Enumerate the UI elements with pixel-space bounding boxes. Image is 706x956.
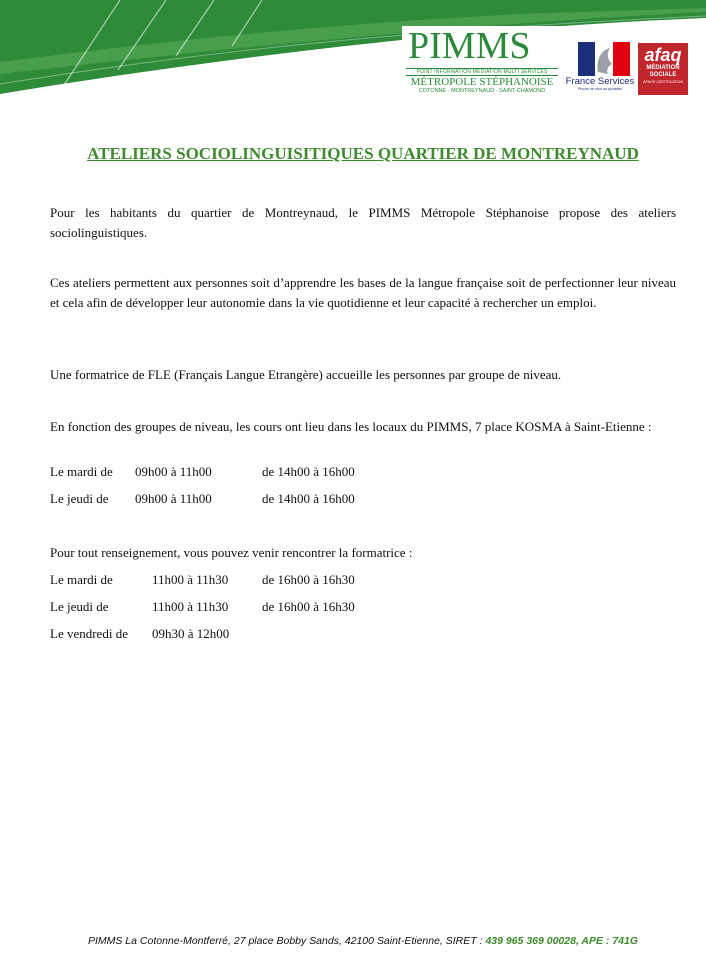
schedule-afternoon: de 14h00 à 16h00 bbox=[262, 464, 355, 479]
afaq-logo bbox=[638, 43, 688, 95]
footer-siret: 439 965 369 00028, APE : 741G bbox=[482, 935, 639, 947]
pimms-logo-tagline: POINT INFORMATION MÉDIATION MULTI SERVICES bbox=[406, 68, 558, 76]
afaq-name: afaq bbox=[644, 45, 682, 65]
afaq-label: MÉDIATION SOCIALE bbox=[646, 65, 680, 78]
partner-logos bbox=[402, 26, 692, 96]
info-afternoon: de 16h00 à 16h30 bbox=[262, 572, 355, 587]
france-services-name: France Services bbox=[565, 76, 635, 87]
location-paragraph: En fonction des groupes de niveau, les cours ont lieu dans les locaux du PIMMS, 7 place KOSMA à Saint-Etienne : bbox=[50, 419, 652, 434]
pimms-logo-region: MÉTROPOLE STÉPHANOISE bbox=[410, 76, 554, 88]
info-morning: 09h30 à 12h00 bbox=[152, 626, 230, 641]
footer bbox=[0, 935, 706, 947]
schedule-morning: 09h00 à 11h00 bbox=[135, 464, 212, 479]
france-services-logo bbox=[562, 42, 634, 94]
france-services-tagline: Proche de vous au quotidien bbox=[577, 87, 623, 91]
afaq-cert: AFNOR CERTIFICATION bbox=[643, 80, 683, 84]
schedule-day: Le jeudi de bbox=[50, 491, 109, 506]
goals-paragraph: Ces ateliers permettent aux personnes soit d’apprendre les bases de la langue française soit de perfectionner leur niveau et cela afin de développer leur autonomie dans la vie quotidienne et leur capacité à rechercher un emploi. bbox=[50, 275, 676, 310]
info-day: Le jeudi de bbox=[50, 599, 109, 614]
info-morning: 11h00 à 11h30 bbox=[152, 572, 229, 587]
pimms-logo-towns: COTONNE · MONTREYNAUD · SAINT-CHAMOND bbox=[418, 88, 546, 94]
trainer-paragraph: Une formatrice de FLE (Français Langue Etrangère) accueille les personnes par groupe de niveau. bbox=[50, 367, 562, 382]
footer-address: PIMMS La Cotonne-Montferré, 27 place Bobby Sands, 42100 Saint-Etienne, SIRET : bbox=[87, 935, 483, 947]
intro-paragraph: Pour les habitants du quartier de Montreynaud, le PIMMS Métropole Stéphanoise propose des ateliers sociolinguistiques. bbox=[50, 205, 676, 240]
page-title: ATELIERS SOCIOLINGUISITIQUES QUARTIER DE MONTREYNAUD bbox=[87, 144, 639, 163]
info-day: Le mardi de bbox=[50, 572, 113, 587]
schedule-day: Le mardi de bbox=[50, 464, 113, 479]
info-afternoon: de 16h00 à 16h30 bbox=[262, 599, 355, 614]
info-day: Le vendredi de bbox=[50, 626, 128, 641]
schedule-morning: 09h00 à 11h00 bbox=[135, 491, 212, 506]
info-morning: 11h00 à 11h30 bbox=[152, 599, 229, 614]
pimms-logo-name: PIMMS bbox=[408, 25, 531, 67]
marianne-flag-icon bbox=[578, 42, 630, 76]
info-paragraph: Pour tout renseignement, vous pouvez venir rencontrer la formatrice : bbox=[50, 545, 413, 560]
schedule-afternoon: de 14h00 à 16h00 bbox=[262, 491, 355, 506]
